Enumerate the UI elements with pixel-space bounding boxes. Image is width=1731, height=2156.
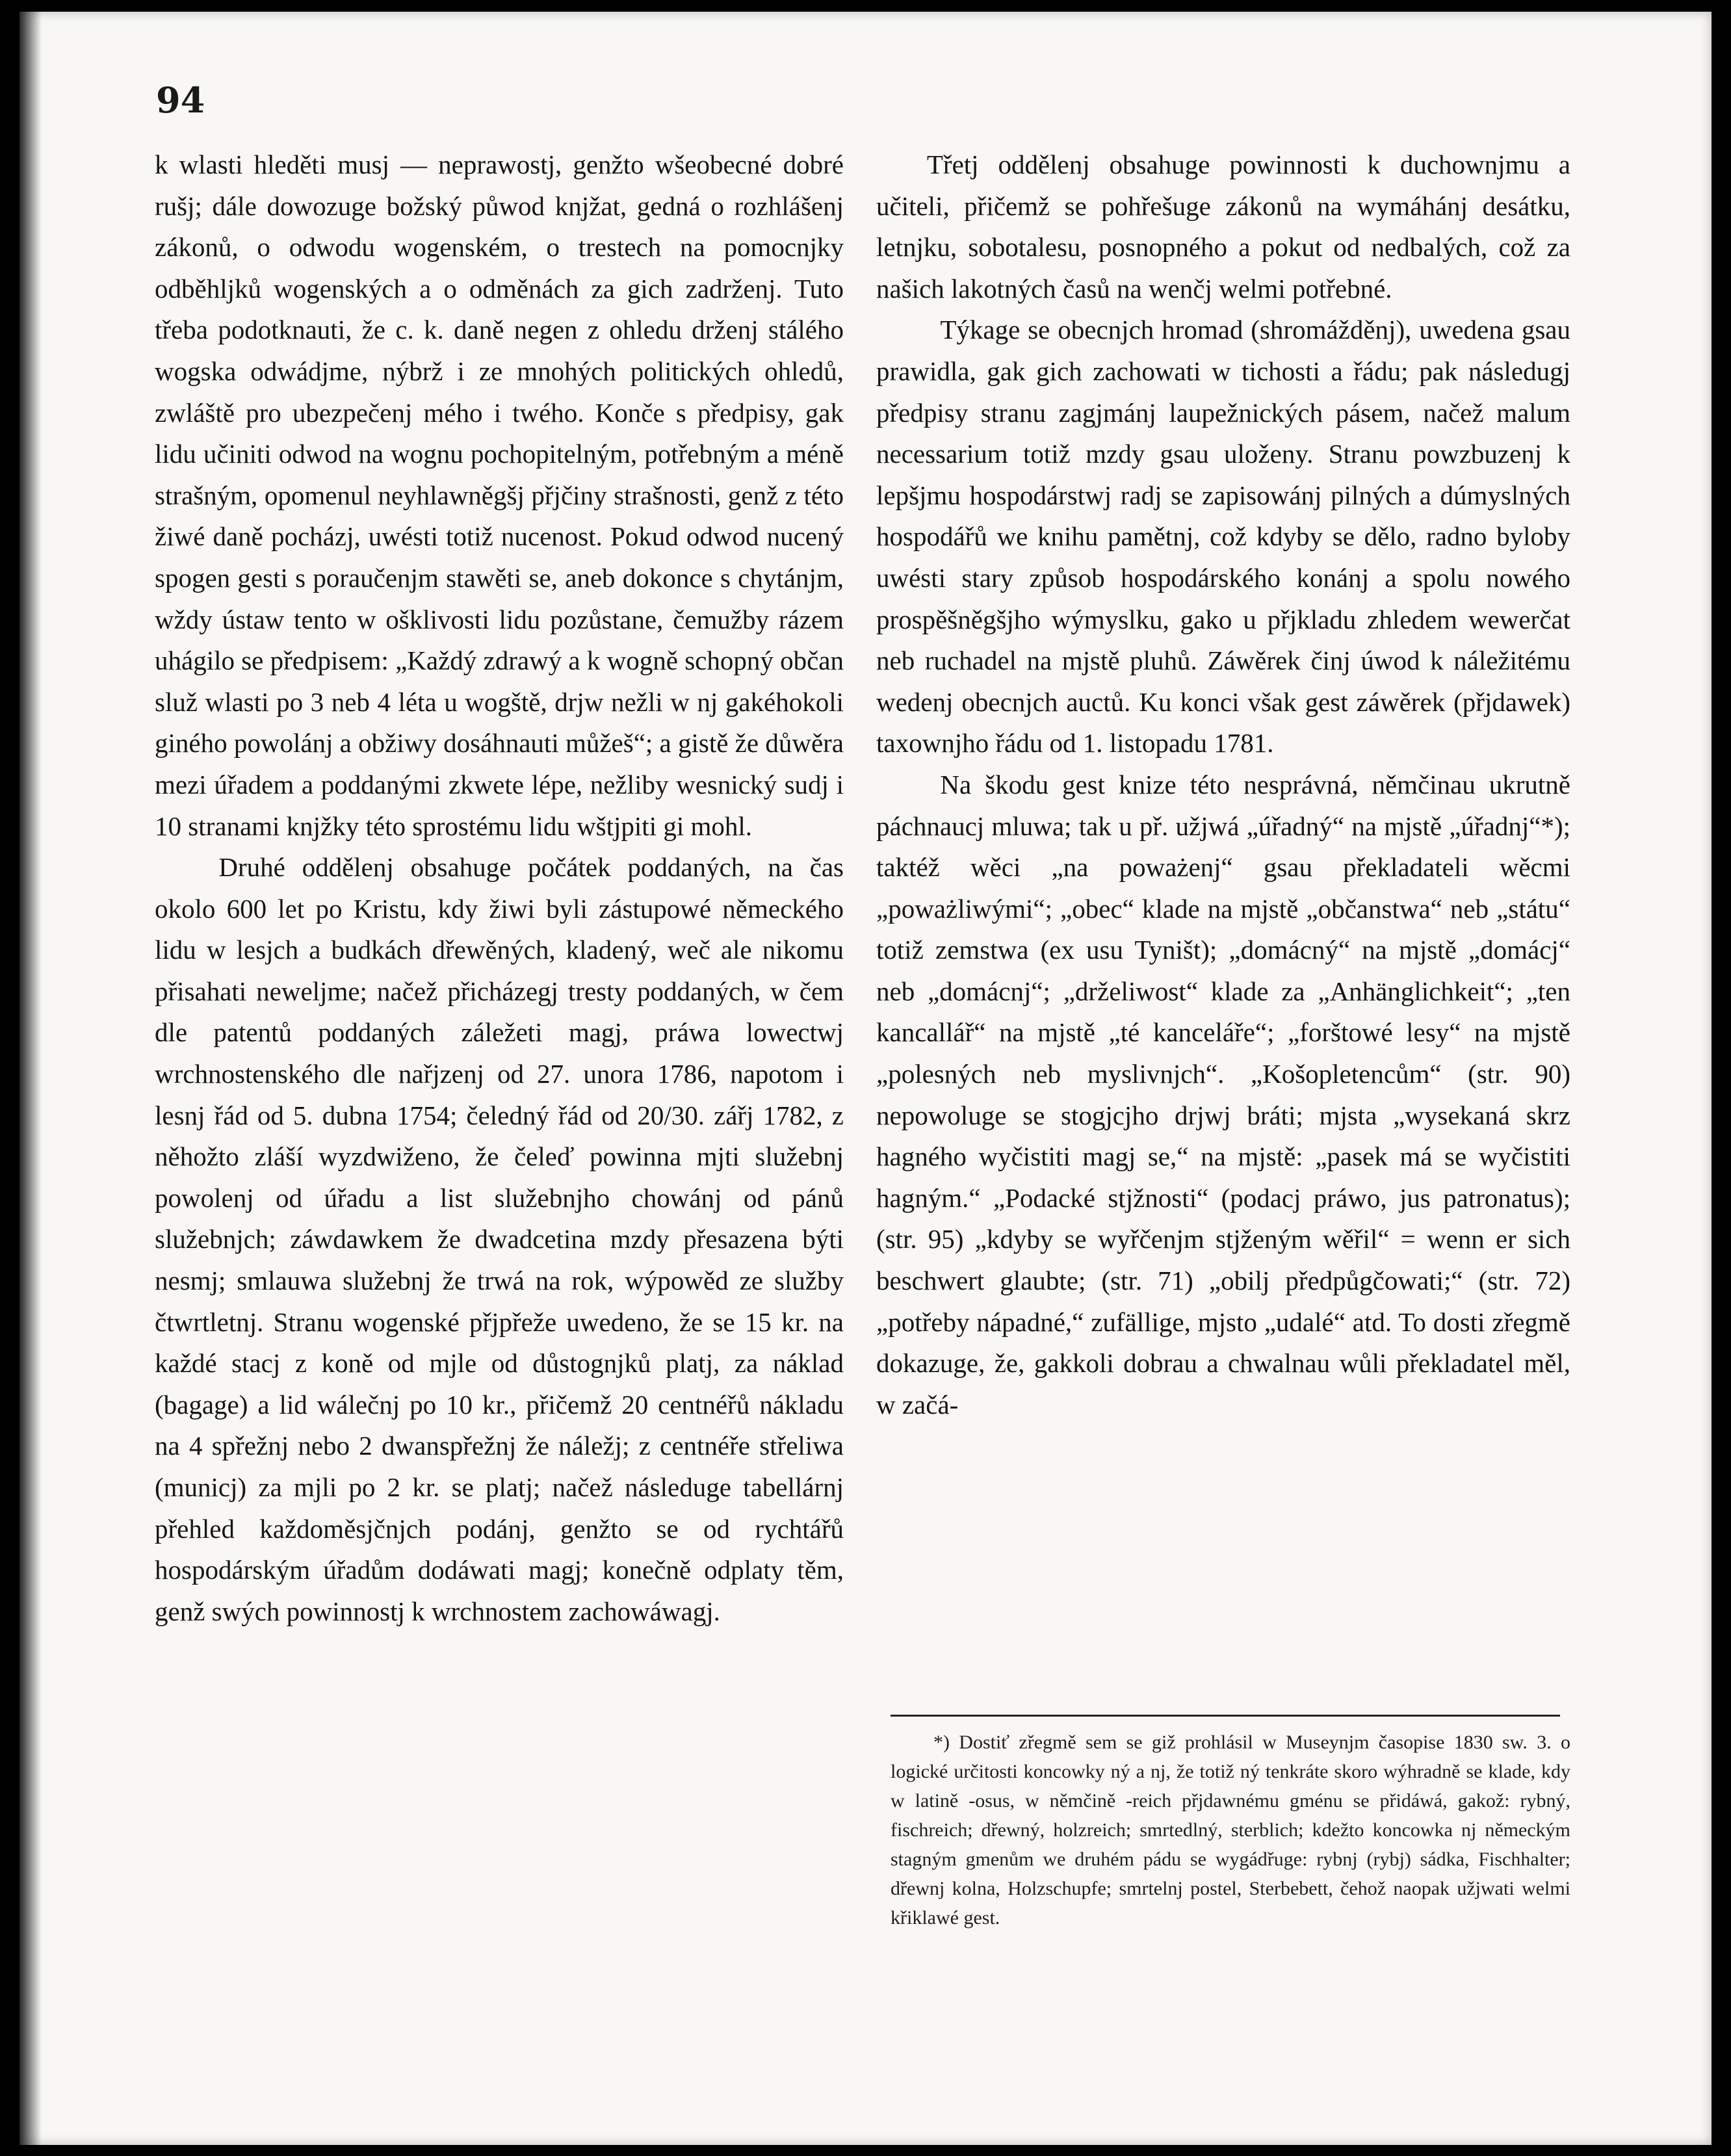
right-paragraph-2: Týkage se obecnjch hromad (shromážděnj), uwedena gsau prawidla, gak gich zachowati w tichosti a řádu; pak následugj předpisy stranu zagjmánj laupežnických pásem, načež malum necessarium totiž mzdy gsau uloženy. Stranu powzbuzenj k lepšjmu hospodárstwj radj se zapisowánj pilných a dúmyslných hospodářů we knihu pamětnj, což kdyby se dělo, radno byloby uwésti stary způsob hospodárského konánj a spolu nowého prospěšněgšjho wýmyslku, gako u přjkladu zhledem wewerčat neb ruchadel na mjstě pluhů. Záwěrek činj úwod k náležitému wedenj obecnjch auctů. Ku konci však gest záwěrek (přjdawek) taxownjho řádu od 1. listopadu 1781. bbox=[876, 315, 1570, 759]
binding-shadow bbox=[20, 12, 42, 2145]
footnote: *) Dostiť zřegmě sem se giž prohlásil w Museynjm časopise 1830 sw. 3. o logické určitosti koncowky ný a nj, že totiž ný tenkráte skoro wýhradně se klade, kdy w latině -osus, w němčině -reich přjdawnému gménu se přidáwá, gakož: rybný, fischreich; dřewný, holzreich; smrtedlný, sterblich; kdežto koncowka nj německým stagným gmenům we druhém pádu se wygádřuge: rybnj (rybj) sádka, Fischhalter; dřewnj kolna, Holzschupfe; smrtelnj postel, Sterbebett, čehož naopak užjwati welmi křiklawé gest. bbox=[891, 1732, 1570, 1929]
left-paragraph-2: Druhé oddělenj obsahuge počátek poddaných, na čas okolo 600 let po Kristu, kdy žiwi byli zástupowé německého lidu w lesjch a budkách dřewěných, kladený, weč ale nikomu přisahati neweljme; načež přicházegj tresty poddaných, w čem dle patentů poddaných záležeti magj, práwa lowectwj wrchnostenského dle nařjzenj od 27. unora 1786, napotom i lesnj řád od 5. dubna 1754; čeledný řád od 20/30. zářj 1782, z něhožto zláší wyzdwiženo, že čeleď powinna mjti služebnj powolenj od úřadu a list služebnjho chowánj od pánů služebnjch; záwdawkem že dwadcetina mzdy přesazena býti nesmj; smlauwa služebnj že trwá na rok, wýpowěd ze služby čtwrtletnj. Stranu wogenské přjpřeže uwedeno, že se 15 kr. na každé stacj z koně od mjle od důstognjků platj, za náklad (bagage) a lid wálečnj po 10 kr., přičemž 20 centnéřů nákladu na 4 spřežnj nebo 2 dwanspřežnj že náležj; z centnéře střeliwa (municj) za mjli po 2 kr. se platj; načež následuge tabellárnj přehled každoměsjčnjch podánj, genžto se od rychtářů hospodárským úřadům dodáwati magj; konečně odplaty těm, genž swých powinnostj k wrchnostem zachowáwagj. bbox=[155, 852, 844, 1626]
left-column bbox=[155, 144, 844, 1632]
left-paragraph-1: k wlasti hleděti musj — neprawostj, genžto wšeobecné dobré rušj; dále dowozuge božský půwod knjžat, gedná o rozhlášenj zákonů, o odwodu wogenském, o trestech na pomocnjky odběhljků wogenských a o odměnách za gich zadrženj. Tuto třeba podotknauti, že c. k. daně negen z ohledu drženj stálého wogska odwádjme, nýbrž i ze mnohých politických ohledů, zwláště pro ubezpečenj mého i twého. Konče s předpisy, gak lidu učiniti odwod na wognu pochopitelným, potřebným a méně strašným, opomenul neyhlawněgšj přjčiny strašnosti, genž z této žiwé daně pocházj, uwésti totiž nucenost. Pokud odwod nucený spogen gesti s poraučenjm stawěti se, aneb dokonce s chytánjm, wždy ústaw tento w ošklivosti lidu pozůstane, čemužby rázem uhágilo se předpisem: „Každý zdrawý a k wogně schopný občan služ wlasti po 3 neb 4 léta u wogště, drjw nežli w nj gakéhokoli giného powolánj a obžiwy dosáhnauti můžeš“; a gistě že důwěra mezi úřadem a poddanými zkwete lépe, nežliby wesnický sudj i 10 stranami knjžky této sprostému lidu wštjpiti gi mohl. bbox=[155, 149, 844, 841]
scan-corner-mark bbox=[0, 0, 20, 19]
right-paragraph-3: Na škodu gest knize této nesprávná, němčinau ukrutně páchnaucj mluwa; tak u př. užjwá „úřadný“ na mjstě „úřadnj“*); taktéž wěci „na poważenj“ gsau překladateli wěcmi „poważliwými“; „obec“ klade na mjstě „občanstwa“ neb „státu“ totiž zemstwa (ex usu Tyništ); „domácný“ na mjstě „domácj“ neb „domácnj“; „drželiwost“ klade za „Anhänglichkeit“; „ten kancallář“ na mjstě „té kanceláře“; „forštowé lesy“ na mjstě „polesných neb myslivnjch“. „Košopletencům“ (str. 90) nepowoluge se stogjcjho drjwj bráti; mjsta „wysekaná skrz hagného wyčistiti magj se,“ na mjstě: „pasek má se wyčistiti hagným.“ „Podacké stjžnosti“ (podacj práwo, jus patronatus); (str. 95) „kdyby se wyřčenjm stjženým wěřil“ = wenn er sich beschwert glaubte; (str. 71) „obilj předpůgčowati;“ (str. 72) „potřeby nápadné,“ zufällige, mjsto „udalé“ atd. To dosti zřegmě dokazuge, že, gakkoli dobrau a chwalnau wůli překladatel měl, w začá- bbox=[876, 769, 1570, 1420]
right-paragraph-1: Třetj oddělenj obsahuge powinnosti k duchownjmu a učiteli, přičemž se pohřešuge zákonů na wymáhánj desátku, letnjku, sobotalesu, posnopného a pokut od nedbalých, což za našich lakotných časů na wenčj welmi potřebné. bbox=[876, 149, 1570, 304]
right-column bbox=[876, 144, 1570, 1425]
page-number: 94 bbox=[156, 79, 205, 121]
footnote-divider bbox=[891, 1715, 1560, 1717]
